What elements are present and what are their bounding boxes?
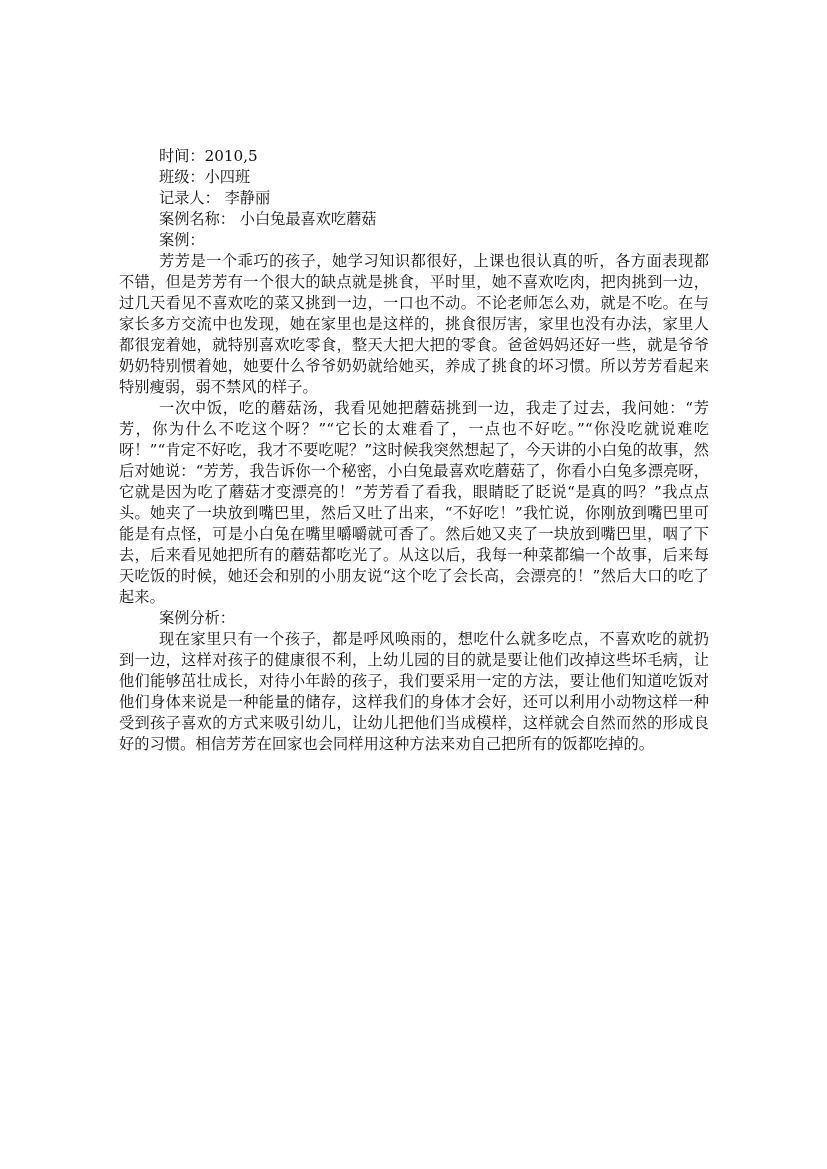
case-name-line: 案例名称： 小白兔最喜欢吃蘑菇 [159, 210, 377, 228]
case-label: 案例： [159, 231, 205, 249]
recorder-line: 记录人： 李静丽 [159, 189, 271, 207]
analysis-paragraph: 现在家里只有一个孩子，都是呼风唤雨的，想吃什么就多吃点，不喜欢吃的就扔到一边，这样对孩子的健康很不利，上幼儿园的目的就是要让他们改掉这些坏毛病，让他们能够茁壮成长，对待小年龄的孩子，我们要采用一定的方法，要让他们知道吃饭对他们身体来说是一种能量的储存，这样我们的身体才会好，还可以利用小动物这样一种受到孩子喜欢的方式来吸引幼儿，让幼儿把他们当成模样，这样就会自然而然的形成良好的习惯。相信芳芳在回家也会同样用这种方法来劝自己把所有的饭都吃掉的。 [119, 630, 709, 753]
analysis-label: 案例分析： [159, 609, 235, 627]
class-line: 班级：小四班 [159, 168, 251, 186]
document-page [119, 146, 709, 755]
time-line: 时间：2010,5 [159, 147, 258, 165]
case-paragraph-1: 芳芳是一个乖巧的孩子，她学习知识都很好，上课也很认真的听，各方面表现都不错，但是芳芳有一个很大的缺点就是挑食，平时里，她不喜欢吃肉，把肉挑到一边，过几天看见不喜欢吃的菜又挑到一边，一口也不动。不论老师怎么劝，就是不吃。在与家长多方交流中也发现，她在家里也是这样的，挑食很厉害，家里也没有办法，家里人都很宠着她，就特别喜欢吃零食，整天大把大把的零食。爸爸妈妈还好一些，就是爷爷奶奶特别惯着她，她要什么爷爷奶奶就给她买，养成了挑食的坏习惯。所以芳芳看起来特别瘦弱，弱不禁风的样子。 [119, 252, 709, 396]
case-paragraph-2: 一次中饭，吃的蘑菇汤，我看见她把蘑菇挑到一边，我走了过去，我问她：“芳芳，你为什么不吃这个呀？”“它长的太难看了，一点也不好吃。”“你没吃就说难吃呀！”“肯定不好吃，我才不要吃呢？”这时候我突然想起了，今天讲的小白兔的故事，然后对她说：“芳芳，我告诉你一个秘密，小白兔最喜欢吃蘑菇了，你看小白兔多漂亮呀，它就是因为吃了蘑菇才变漂亮的！”芳芳看了看我，眼睛眨了眨说“是真的吗？”我点点头。她夹了一块放到嘴巴里，然后又吐了出来，“不好吃！”我忙说，你刚放到嘴巴里可能是有点怪，可是小白兔在嘴里嚼嚼就可香了。然后她又夹了一块放到嘴巴里，咽了下去，后来看见她把所有的蘑菇都吃光了。从这以后，我每一种菜都编一个故事，后来每天吃饭的时候，她还会和别的小朋友说“这个吃了会长高，会漂亮的！”然后大口的吃了起来。 [119, 399, 709, 606]
